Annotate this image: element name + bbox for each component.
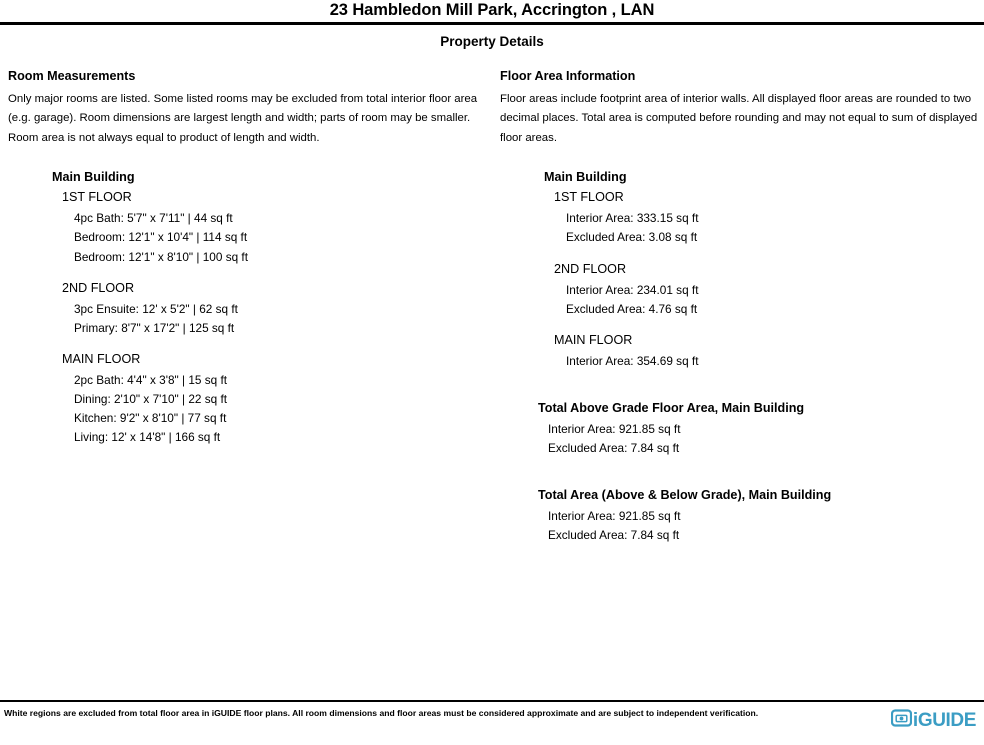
area-entry: Interior Area: 234.01 sq ft (566, 282, 699, 297)
room-measurements-tree (8, 170, 478, 447)
floor-area-heading: Floor Area Information (500, 68, 636, 83)
area-entry: Excluded Area: 7.84 sq ft (548, 440, 680, 455)
floor-label: 2ND FLOOR (62, 280, 135, 295)
floor-label: MAIN FLOOR (62, 351, 141, 366)
area-entry: Excluded Area: 3.08 sq ft (566, 230, 698, 245)
room-entry: Living: 12' x 14'8" | 166 sq ft (74, 430, 221, 445)
area-entry: Interior Area: 333.15 sq ft (566, 211, 699, 226)
room-entry: 4pc Bath: 5'7" x 7'11" | 44 sq ft (74, 211, 233, 226)
document-header (0, 0, 984, 49)
iguide-wordmark (913, 711, 976, 730)
room-entry: Bedroom: 12'1" x 10'4" | 114 sq ft (74, 230, 248, 245)
room-entry: Dining: 2'10" x 7'10" | 22 sq ft (74, 391, 228, 406)
total-area-block (500, 488, 984, 545)
total-above-grade-title: Total Above Grade Floor Area, Main Building (538, 400, 805, 415)
floor-group-1st-floor-areas (500, 190, 984, 247)
room-entry: Kitchen: 9'2" x 8'10" | 77 sq ft (74, 411, 227, 426)
area-entry: Excluded Area: 4.76 sq ft (566, 301, 698, 316)
building-label-left: Main Building (52, 170, 135, 185)
document-footer (0, 700, 984, 745)
building-label-right: Main Building (544, 170, 627, 185)
room-entry: 2pc Bath: 4'4" x 3'8" | 15 sq ft (74, 372, 228, 387)
floor-group-2nd-floor-areas (500, 262, 984, 319)
floor-area-tree (500, 170, 984, 371)
page-title: 23 Hambledon Mill Park, Accrington , LAN (329, 1, 655, 19)
iguide-wordmark-main: GUIDE (917, 710, 976, 731)
room-measurements-column (0, 69, 492, 448)
room-measurements-heading: Room Measurements (8, 68, 136, 83)
floor-group-main-floor-rooms (8, 352, 478, 447)
room-measurements-note: Only major rooms are listed. Some listed rooms may be excluded from total interior floor area (e.g. garage). Room dimensions are largest length and width; parts of room may be smaller. Room area is not always equal to product of length and width. (8, 92, 478, 144)
floor-label: 2ND FLOOR (554, 261, 627, 276)
area-entry: Interior Area: 354.69 sq ft (566, 353, 699, 368)
floor-group-main-floor-areas (500, 333, 984, 371)
floor-area-column (492, 69, 984, 546)
floor-group-2nd-floor-rooms (8, 281, 478, 338)
floor-label: MAIN FLOOR (554, 332, 633, 347)
area-entry: Excluded Area: 7.84 sq ft (548, 528, 680, 543)
floor-label: 1ST FLOOR (554, 190, 624, 205)
room-entry: Bedroom: 12'1" x 8'10" | 100 sq ft (74, 249, 248, 264)
total-above-grade-block (500, 401, 984, 458)
camera-icon (891, 709, 912, 732)
floor-area-note: Floor areas include footprint area of interior walls. All displayed floor areas are rounded to two decimal places. Total area is computed before rounding and may not equal to sum of displayed floor areas. (500, 92, 978, 144)
iguide-logo (891, 709, 976, 732)
area-entry: Interior Area: 921.85 sq ft (548, 421, 681, 436)
area-entry: Interior Area: 921.85 sq ft (548, 509, 681, 524)
content-columns (0, 49, 984, 546)
room-entry: Primary: 8'7" x 17'2" | 125 sq ft (74, 320, 235, 335)
footer-disclaimer: White regions are excluded from total floor area in iGUIDE floor plans. All room dimensions and floor areas must be considered approximate and are subject to independent verification. (4, 708, 759, 718)
floor-label: 1ST FLOOR (62, 190, 132, 205)
floor-group-1st-floor-rooms (8, 190, 478, 266)
page-subtitle: Property Details (440, 33, 544, 49)
total-area-title: Total Area (Above & Below Grade), Main Building (538, 488, 832, 503)
room-entry: 3pc Ensuite: 12' x 5'2" | 62 sq ft (74, 301, 238, 316)
iguide-wordmark-lead: i (912, 710, 918, 731)
